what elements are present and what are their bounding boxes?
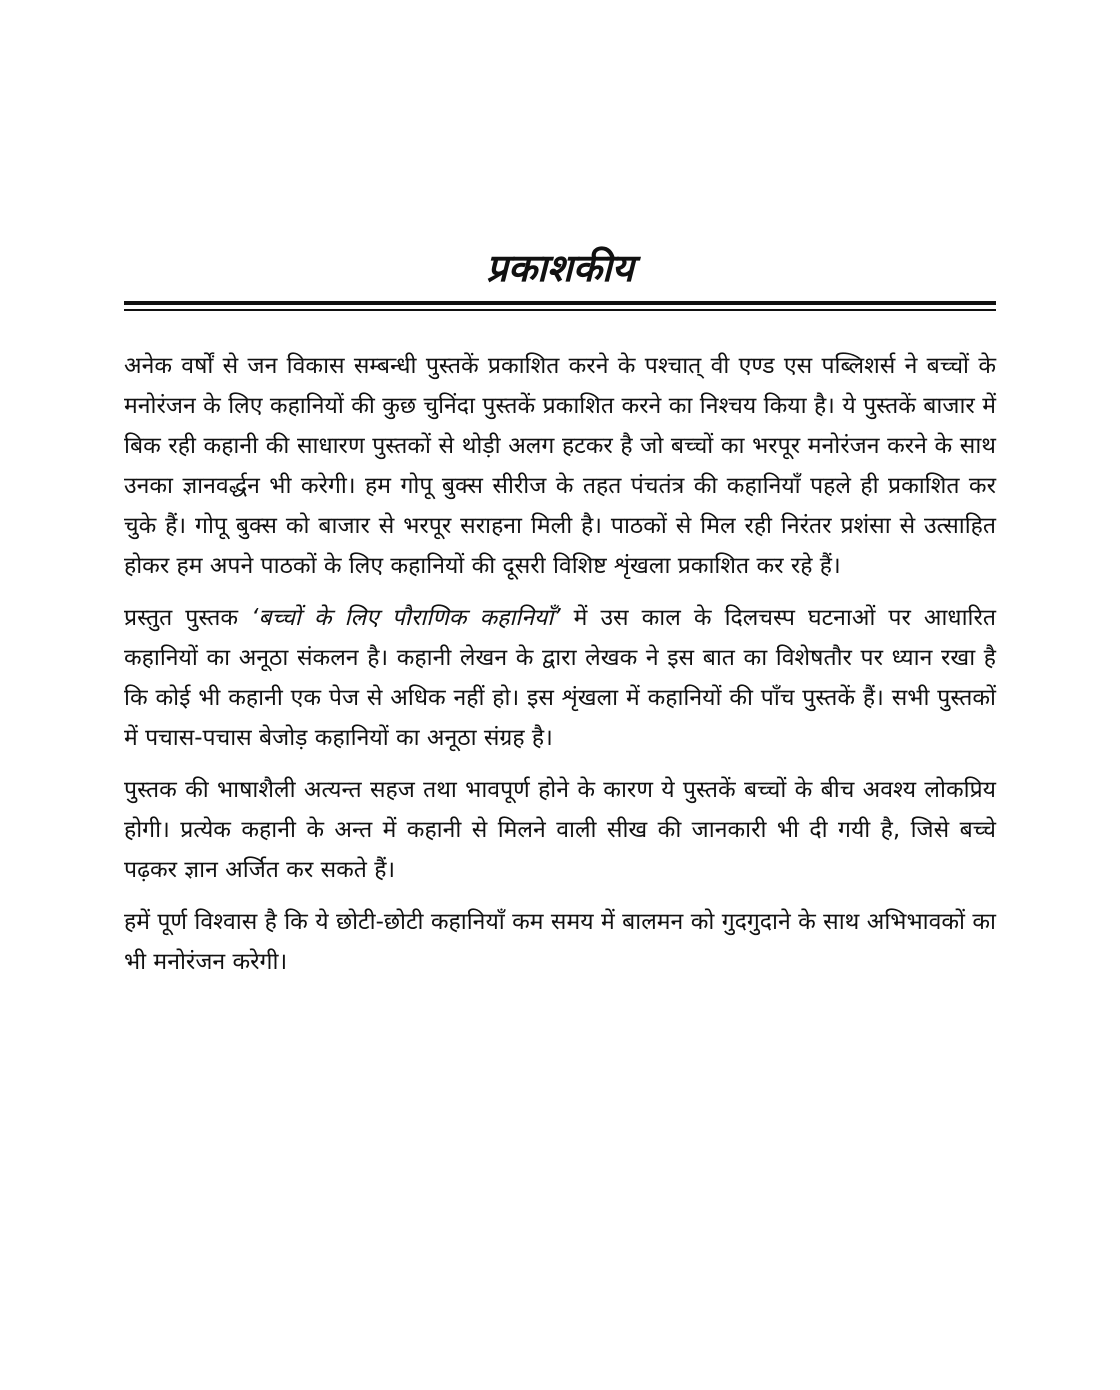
paragraph-language-style: पुस्तक की भाषाशैली अत्यन्त सहज तथा भावपूर्ण होने के कारण ये पुस्तकें बच्चों के बीच अवश्य लोकप्रिय होगी। प्रत्येक कहानी के अन्त में कहानी से मिलने वाली सीख की जानकारी भी दी गयी है, जिसे बच्चे पढ़कर ज्ञान अर्जित कर सकते हैं। <box>124 777 996 883</box>
paragraph-prefix: प्रस्तुत पुस्तक <box>124 605 252 631</box>
document-body <box>124 346 996 994</box>
paragraph-book-description <box>124 598 996 758</box>
paragraph-intro: अनेक वर्षों से जन विकास सम्बन्धी पुस्तकें प्रकाशित करने के पश्चात् वी एण्ड एस पब्लिशर्स ने बच्चों के मनोरंजन के लिए कहानियों की कुछ चुनिंदा पुस्तकें प्रकाशित करने का निश्चय किया है। ये पुस्तकें बाजार में बिक रही कहानी की साधारण पुस्तकों से थोड़ी अलग हटकर है जो बच्चों का भरपूर मनोरंजन करने के साथ उनका ज्ञानवर्द्धन भी करेगी। हम गोपू बुक्स सीरीज के तहत पंचतंत्र की कहानियाँ पहले ही प्रकाशित कर चुके हैं। गोपू बुक्स को बाजार से भरपूर सराहना मिली है। पाठकों से मिल रही निरंतर प्रशंसा से उत्साहित होकर हम अपने पाठकों के लिए कहानियों की दूसरी विशिष्ट शृंखला प्रकाशित कर रहे हैं। <box>124 353 996 579</box>
page-title: प्रकाशकीय <box>486 246 634 290</box>
document-page <box>124 0 996 1390</box>
title-underline-thick <box>124 301 996 305</box>
paragraph-closing: हमें पूर्ण विश्वास है कि ये छोटी-छोटी कहानियाँ कम समय में बालमन को गुदगुदाने के साथ अभिभावकों का भी मनोरंजन करेगी। <box>124 909 996 975</box>
paragraph-suffix: में उस काल के दिलचस्प घटनाओं पर आधारित कहानियों का अनूठा संकलन है। कहानी लेखन के द्वारा लेखक ने इस बात का विशेषतौर पर ध्यान रखा है कि कोई भी कहानी एक पेज से अधिक नहीं हो। इस शृंखला में कहानियों की पाँच पुस्तकें हैं। सभी पुस्तकों में पचास-पचास बेजोड़ कहानियों का अनूठा संग्रह है। <box>124 605 997 751</box>
title-underline-thin <box>124 309 996 311</box>
book-title-quote: ‘बच्चों के लिए पौराणिक कहानियाँ’ <box>251 605 561 631</box>
